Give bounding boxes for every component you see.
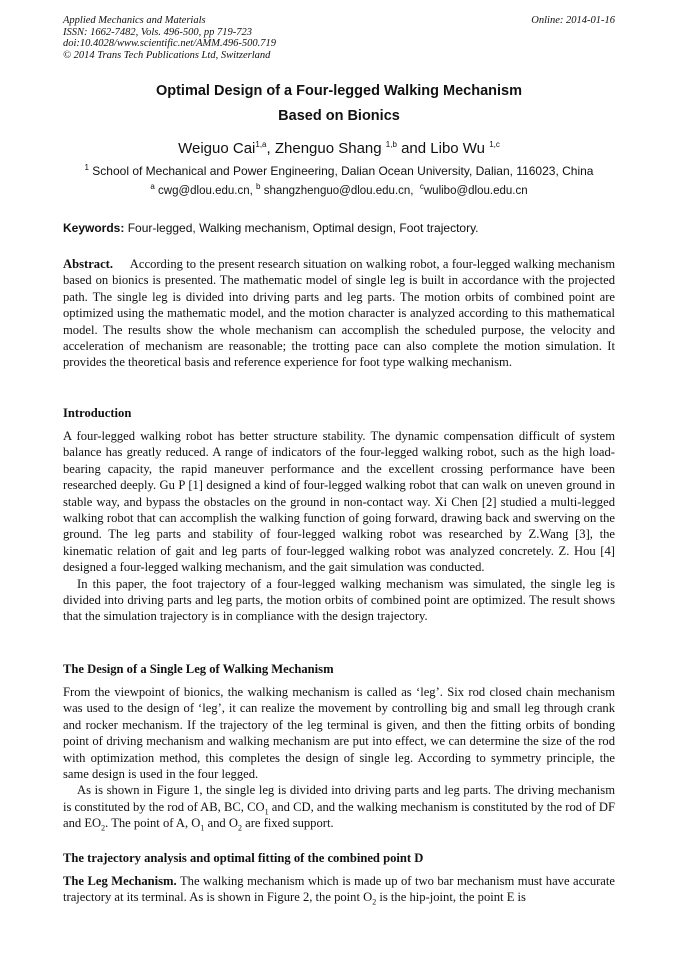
journal-name: Applied Mechanics and Materials — [63, 15, 206, 26]
doi: doi:10.4028/www.scientific.net/AMM.496-500.719 — [63, 38, 276, 49]
leg-mechanism-label: The Leg Mechanism. — [63, 874, 177, 888]
issn: ISSN: 1662-7482, Vols. 496-500, pp 719-723 — [63, 26, 252, 38]
keywords — [63, 221, 615, 235]
paper-title-line2: Based on Bionics — [278, 108, 400, 124]
abstract-label: Abstract. — [63, 257, 114, 271]
paper-title-line1: Optimal Design of a Four-legged Walking Mechanism — [155, 83, 523, 99]
author-1: Weiguo Cai — [178, 140, 256, 157]
author-3: and Libo Wu — [401, 140, 490, 157]
trajectory-text: The Leg Mechanism. The walking mechanism which is made up of two bar mechanism must have accurate trajectory at its terminal. As is shown in Figure 2, the point $O_2$ is the hip-joint, the point E is — [63, 874, 615, 907]
online-date: Online: 2014-01-16 — [531, 15, 615, 26]
heading-trajectory: The trajectory analysis and optimal fitting of the combined point D — [63, 851, 424, 865]
heading-design: The Design of a Single Leg of Walking Mechanism — [63, 662, 334, 676]
author-2: Zhenguo Shang — [274, 140, 386, 157]
abstract-text: According to the present research situation on walking robot, a four-legged walking mechanism based on bionics is presented. The mathematic model of single leg is built in accordance with the projected path. The single leg is divided into driving parts and leg parts. The motion orbits of combined point are optimized using the mathematic model, and the motion character is analyzed according to this mathematical model. The results show the whole mechanism can accomplish the scheduled purpose, the velocity and acceleration of mechanism are reasonable; the trotting pace can also complete the motion simulation. It provides the theoretical basis and reference experience for foot type walking mechanism. — [63, 257, 615, 370]
email-a: cwg@dlou.edu.cn, — [158, 185, 253, 197]
intro-paragraph-2: In this paper, the foot trajectory of a four-legged walking mechanism was simulated, the single leg is divided into driving parts and leg parts, the motion orbits of combined point are optimized. The result shows that the simulation trajectory is in compliance with the design trajectory. — [63, 576, 615, 624]
design-text — [63, 684, 615, 832]
copyright: © 2014 Trans Tech Publications Ltd, Switzerland — [63, 49, 271, 61]
introduction-text — [63, 428, 615, 625]
page-header — [63, 15, 615, 61]
abstract — [63, 256, 615, 371]
design-paragraph-1: From the viewpoint of bionics, the walking mechanism is called as ‘leg’. Six rod closed chain mechanism was used to the design of ‘leg’, it can realize the movement by controlling big and small leg through crank and rocker mechanism. If the trajectory of the leg terminal is given, and then the fitting orbits of bonding point of driving mechanism and walking mechanism are put into effect, we can determine the size of the rod with optimization method, this completes the design of single leg. According to symmetry principle, the same design is used in the four legged. — [63, 685, 615, 782]
keywords-text: Four-legged, Walking mechanism, Optimal design, Foot trajectory. — [127, 221, 479, 235]
email-c: wulibo@dlou.edu.cn — [423, 185, 528, 197]
authors: Weiguo Cai$^{1,a}$, Zhenguo Shang $^{1,b}$ and Libo Wu $^{1,c}$ — [178, 140, 500, 157]
keywords-label: Keywords: — [63, 221, 125, 235]
email-b: shangzhenguo@dlou.edu.cn, — [263, 185, 414, 197]
affiliation: $^1$ School of Mechanical and Power Engineering, Dalian Ocean University, Dalian, 116023, China — [84, 163, 594, 178]
design-paragraph-2: As is shown in Figure 1, the single leg is divided into driving parts and leg parts. The driving mechanism is constituted by the rod of AB, BC, $CO_1$ and CD, and the walking mechanism is constituted by the rod of DF and $EO_2$. The point of A, $O_1$ and $O_2$ are fixed support. — [63, 783, 616, 833]
author-emails: $^a$ cwg@dlou.edu.cn, $^b$ shangzhenguo@dlou.edu.cn, $^c$wulibo@dlou.edu.cn — [150, 182, 528, 197]
intro-paragraph-1: A four-legged walking robot has better structure stability. The dynamic compensation difficult of system balance has greatly reduced. A range of indicators of the four-legged walking robot, such as the high load-bearing capacity, the rapid maneuver performance and the excellent crossing performance have been researched deeply. Gu P [1] designed a kind of four-legged walking robot that can walk on uneven ground in stable way, and bypass the obstacles on the ground in non-contact way. Xi Chen [2] studied a multi-legged walking robot that can accomplish the walking function of going forward, drawing back and swerving on the ground. The leg parts and stability of four-legged walking robot was researched by Z.Wang [3], the kinematic relation of gait and leg parts of four-legged walking robot was analyzed concretely. Z. Hou [4] designed a four-legged walking mechanism, and the gait simulation was conducted. — [63, 429, 615, 575]
heading-introduction: Introduction — [63, 406, 132, 420]
